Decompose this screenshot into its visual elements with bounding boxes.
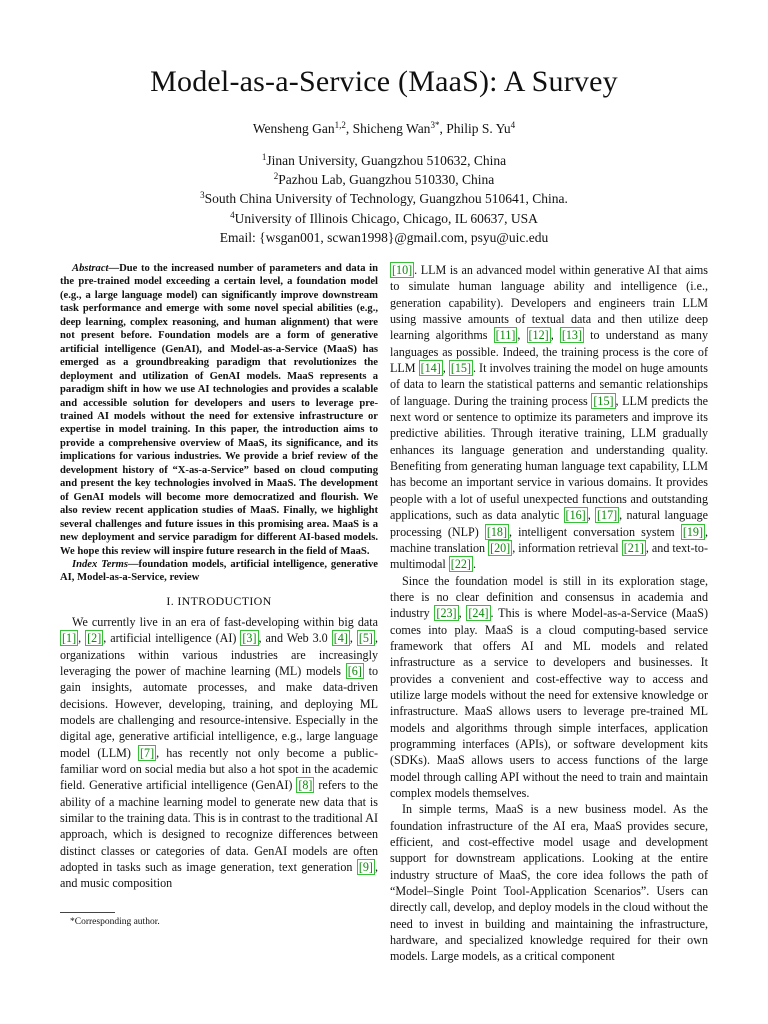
citation-link[interactable]: [6] bbox=[347, 663, 362, 678]
citation-link[interactable]: [12] bbox=[528, 328, 549, 343]
left-column bbox=[60, 262, 378, 892]
author-name: Philip S. Yu bbox=[446, 121, 511, 136]
citation-link[interactable]: [24] bbox=[468, 606, 489, 621]
author-superscript: 4 bbox=[510, 120, 516, 130]
footnote-rule bbox=[60, 912, 115, 913]
citation-link[interactable]: [23] bbox=[436, 606, 457, 621]
citation-link[interactable]: [18] bbox=[486, 524, 507, 539]
index-terms-label: Index Terms bbox=[72, 558, 128, 570]
section-title-first: I bbox=[177, 593, 182, 608]
affiliation-line: $^1$Jinan University, Guangzhou 510632, China bbox=[261, 152, 507, 168]
affiliations bbox=[0, 151, 768, 247]
paper-title: Model-as-a-Service (MaaS): A Survey bbox=[150, 65, 618, 98]
citation-link[interactable]: [22] bbox=[450, 557, 471, 572]
paragraph-continued: [10] . LLM is an advanced model within generative AI that aims to simulate human language ability and intelligence (i.e., generation capability). Developers and engineers train LLM using massive amounts of textual data and then utilize deep learning algorithms [11] , [12] , [13] to understand as many languages as possible. Indeed, the training process is the core of LLM [14] , [15] . It involves training the model on huge amounts of data to learn the statistical patterns and semantic relationships of language. During the training process [15] , LLM predicts the next word or sentence to optimize its parameters and improve its predictive abilities. Through iterative training, LLM gradually enhances its language generation and understanding quality. Benefiting from generating human language text capability, LLM has become an important service in various domains. It provides people with a lot of useful unexpected functions and outstanding applications, such as data analytic [16] , [17] , natural language processing (NLP) [18] , intelligent conversation system [19] , machine translation [20] , information retrieval [21] , and text-to-multimodal [22] . bbox=[390, 263, 709, 572]
section-title-rest: NTRODUCTION bbox=[181, 593, 272, 608]
affiliation-line: $^2$Pazhou Lab, Guangzhou 510330, China bbox=[273, 171, 495, 188]
abstract bbox=[60, 262, 378, 558]
author-line: Wensheng Gan$^{1,2}$, Shicheng Wan$^{3*}$, Philip S. Yu$^4$ bbox=[252, 120, 516, 136]
index-terms bbox=[60, 558, 378, 585]
abstract-text: —Due to the increased number of parameters and data in the pre-trained model exceeding a certain level, a foundation model (e.g., a large language model) can significantly improve downstream task performance and emerge with some novel special abilities (e.g., deep learning, complex reasoning, and human alignment) that were not present before. Foundation models are a form of generative artificial intelligence (GenAI), and Model-as-a-Service (MaaS) has emerged as a groundbreaking paradigm that revolutionizes the deployment and utilization of GenAI models. MaaS represents a paradigm shift in how we use AI technologies and provides a scalable and accessible solution for developers and users to leverage pre-trained AI models without the need for extensive infrastructure or expertise in model training. In this paper, the introduction aims to provide a comprehensive overview of MaaS, its significance, and its implications for various industries. We provide a brief review of the development history of “X-as-a-Service” based on cloud computing and present the key technologies involved in MaaS. The development of GenAI models will become more democratized and flourish. We also review recent application studies of MaaS. Finally, we highlight several challenges and future issues in this promising area. MaaS is a new deployment and service paradigm for different AI-based models. We hope this review will inspire future research in the field of MaaS. bbox=[60, 263, 378, 557]
affiliation-line: $^4$University of Illinois Chicago, Chicago, IL 60637, USA bbox=[230, 209, 538, 226]
citation-link[interactable]: [10] bbox=[392, 263, 413, 277]
citation-link[interactable]: [2] bbox=[87, 631, 102, 646]
section-number: I. bbox=[166, 593, 175, 608]
citation-link[interactable]: [7] bbox=[140, 745, 155, 760]
index-terms-text: —foundation models, artificial intelligence, generative AI, Model-as-a-Service, review bbox=[60, 558, 378, 584]
paragraph: In simple terms, MaaS is a new business model. As the foundation infrastructure of the AI era, MaaS provides secure, efficient, and cost-effective model usage and development support for downstream applications. Looking at the entire industry structure of MaaS, the core idea follows the path of “Model–Single Point Tool-Application Scenarios”. Users can directly call, develop, and deploy models in the cloud without the need to invest in building and maintaining the infrastructure, hardware, and specialized knowledge required for their own models. Large models, as a critical component bbox=[390, 802, 708, 964]
citation-link[interactable]: [19] bbox=[682, 524, 703, 539]
citation-link[interactable]: [21] bbox=[623, 540, 644, 555]
citation-link[interactable]: [1] bbox=[62, 631, 77, 646]
citation-link[interactable]: [4] bbox=[333, 631, 348, 646]
citation-link[interactable]: [11] bbox=[495, 328, 516, 343]
author-superscript: 3* bbox=[430, 120, 440, 130]
paragraph: Since the foundation model is still in its exploration stage, there is no clear definition and consensus in academia and industry [23] , [24] . This is where Model-as-a-Service (MaaS) comes into play. MaaS is a cloud computing-based service framework that offers AI and ML models and related infrastructure as a service to developers and businesses. It provides a convenient and cost-effective way to access and utilize large models without the need for extensive knowledge or infrastructure. MaaS allows users to leverage pre-trained ML models and algorithms through simple interfaces, application programming interfaces (APIs), or software development kits (SDKs). MaaS allows users to access functions of the large model through calling API without the need to train and maintain complex models themselves. bbox=[390, 573, 708, 800]
citation-link[interactable]: [9] bbox=[358, 860, 373, 875]
citation-link[interactable]: [20] bbox=[490, 540, 511, 555]
intro-paragraph: We currently live in an era of fast-developing within big data [1] , [2] , artificial intelligence (AI) [3] , and Web 3.0 [4] , [5] , organizations within various industries are increasingly leveraging the power of machine learning (ML) models [6] to gain insights, automate processes, and make data-driven decisions. However, developing, training, and deploying ML models are challenging and resource-intensive. Especially in the digital age, generative artificial intelligence, e.g., large language model (LLM) [7] , has recently not only become a public-familiar word on social media but also a hot spot in the academic field. Generative artificial intelligence (GenAI) [8] refers to the ability of a machine learning model to generate new data that is similar to the training data. This is in contrast to the traditional AI approach, which is designed to recognize differences between distinct classes or categories of data. GenAI models are often adopted in tasks such as image generation, text generation [9] , and music composition bbox=[60, 614, 379, 891]
citation-link[interactable]: [3] bbox=[242, 631, 257, 646]
email-line: Email: {wsgan001, scwan1998}@gmail.com, psyu@uic.edu bbox=[219, 229, 549, 245]
author-superscript: 1,2 bbox=[334, 120, 346, 130]
citation-link[interactable]: [15] bbox=[593, 393, 614, 408]
abstract-label: Abstract bbox=[72, 263, 109, 274]
right-column bbox=[390, 262, 708, 965]
footnote: *Corresponding author. bbox=[70, 917, 160, 927]
author-name: Shicheng Wan bbox=[352, 121, 431, 136]
citation-link[interactable]: [16] bbox=[565, 508, 586, 523]
citation-link[interactable]: [5] bbox=[358, 631, 373, 646]
affiliation-line: $^3$South China University of Technology, Guangzhou 510641, China. bbox=[200, 190, 568, 207]
citation-link[interactable]: [15] bbox=[450, 361, 471, 376]
citation-link[interactable]: [17] bbox=[597, 508, 618, 523]
section-heading bbox=[60, 593, 378, 609]
citation-link[interactable]: [14] bbox=[420, 361, 441, 376]
citation-link[interactable]: [8] bbox=[298, 778, 313, 793]
author-name: Wensheng Gan bbox=[252, 121, 335, 136]
citation-link[interactable]: [13] bbox=[561, 328, 583, 343]
